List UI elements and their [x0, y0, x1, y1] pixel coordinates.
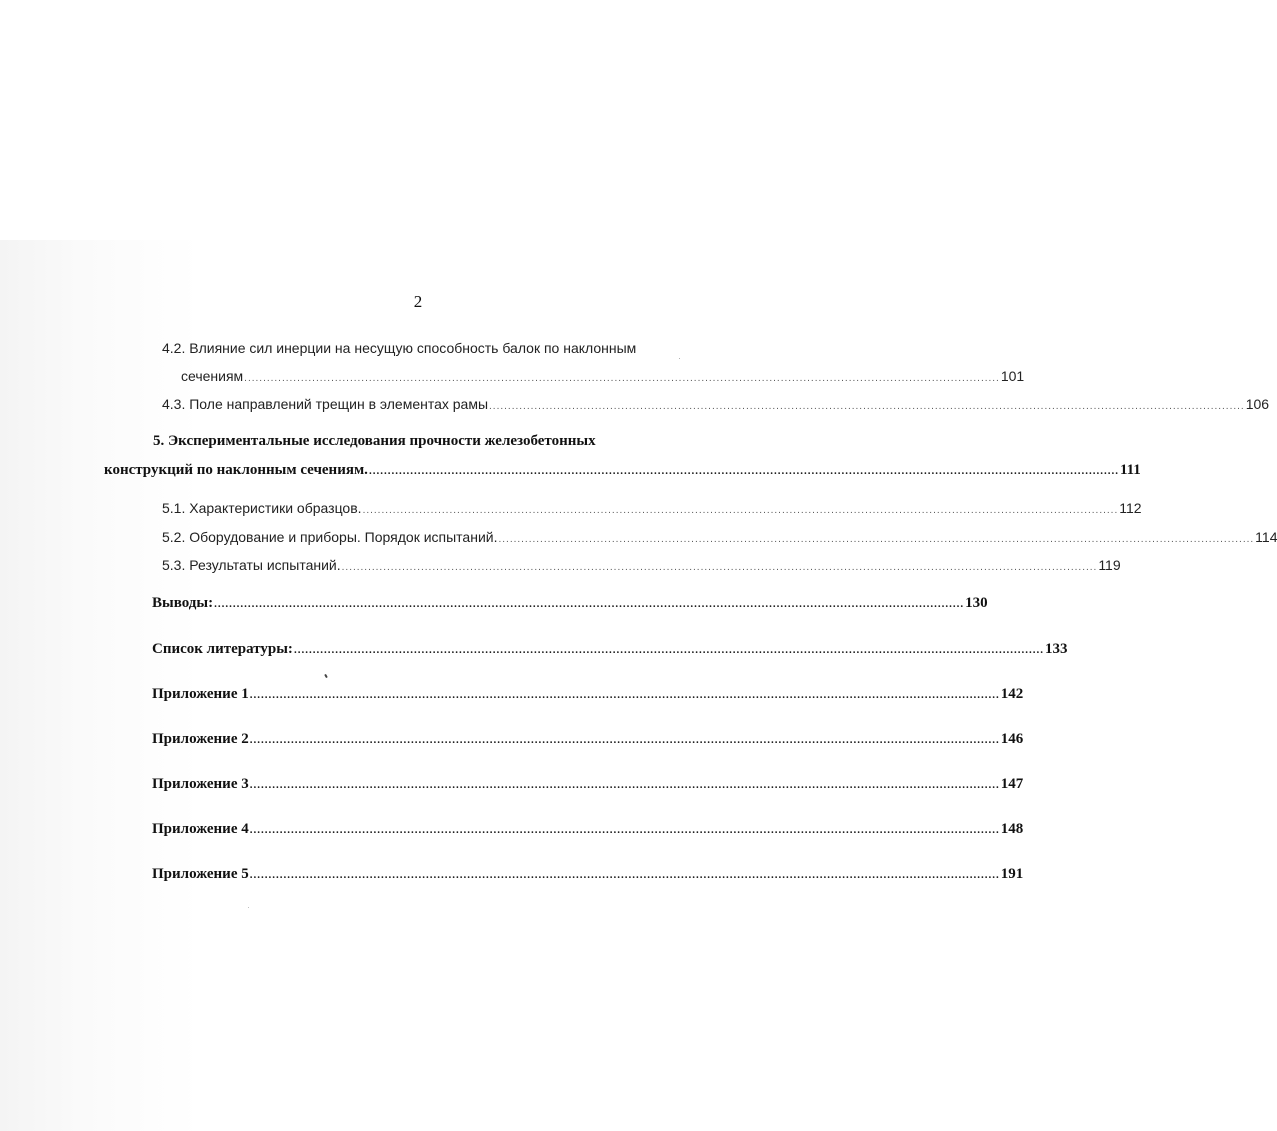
- toc-entry-5-1-page: 112: [1119, 500, 1142, 516]
- toc-entry-5-page: 111: [1119, 462, 1141, 478]
- toc-entry-appendix-1-page: 142: [1000, 686, 1024, 702]
- dot-leader: ........................................................................................................................................................................................................: [249, 734, 1000, 746]
- toc-entry-references: [152, 641, 1068, 658]
- toc-entry-appendix-5-label: Приложение 5: [152, 866, 249, 882]
- dot-leader: ........................................................................................................................................................................................................: [249, 689, 1000, 701]
- dot-leader: ........................................................................................................................................................................................................: [341, 562, 1098, 573]
- toc-entry-5-1: [162, 500, 1142, 516]
- toc-entry-5-line2: конструкций по наклонным сечениям.: [104, 462, 368, 478]
- toc-entry-appendix-4-label: Приложение 4: [152, 821, 249, 837]
- dot-leader: ........................................................................................................................................................................................................: [249, 779, 1000, 791]
- toc-entry-references-page: 133: [1044, 641, 1068, 657]
- toc-entry-5: [104, 462, 1141, 479]
- toc-entry-appendix-3-label: Приложение 3: [152, 776, 249, 792]
- dot-leader: ........................................................................................................................................................................................................: [214, 598, 965, 610]
- toc-entry-5-line1: 5. Экспериментальные исследования прочности железобетонных: [153, 433, 596, 449]
- dot-leader: ........................................................................................................................................................................................................: [249, 869, 1000, 881]
- toc-entry-conclusions-page: 130: [965, 595, 988, 611]
- toc-entry-appendix-5: [152, 866, 1024, 883]
- toc-entry-appendix-4: [152, 821, 1024, 838]
- toc-entry-4-3: [162, 396, 1270, 412]
- page-number: 2: [413, 292, 423, 311]
- toc-entry-appendix-5-page: 191: [1000, 866, 1024, 882]
- toc-entry-appendix-2-label: Приложение 2: [152, 731, 249, 747]
- toc-entry-5-2: [162, 529, 1277, 545]
- toc-entry-appendix-1-label: Приложение 1: [152, 686, 249, 702]
- dot-leader: ........................................................................................................................................................................................................: [244, 373, 1000, 384]
- toc-entry-4-3-label: 4.3. Поле направлений трещин в элементах рамы: [162, 396, 489, 412]
- toc-entry-4-2-page: 101: [1000, 368, 1025, 384]
- dot-leader: ........................................................................................................................................................................................................: [293, 644, 1044, 656]
- toc-entry-appendix-3-page: 147: [1000, 776, 1024, 792]
- toc-entry-5-1-label: 5.1. Характеристики образцов.: [162, 500, 362, 516]
- toc-entry-4-3-page: 106: [1245, 396, 1270, 412]
- dot-leader: ........................................................................................................................................................................................................: [498, 534, 1255, 545]
- toc-entry-references-label: Список литературы:: [152, 641, 293, 657]
- toc-entry-appendix-2: [152, 731, 1024, 748]
- toc-entry-5-2-page: 114: [1255, 529, 1277, 545]
- toc-entry-conclusions: [152, 595, 988, 612]
- toc-entry-5-3-page: 119: [1098, 557, 1121, 573]
- toc-entry-appendix-4-page: 148: [1000, 821, 1024, 837]
- toc-entry-4-2-line1: 4.2. Влияние сил инерции на несущую способность балок по наклонным: [162, 340, 637, 356]
- toc-entry-5-2-label: 5.2. Оборудование и приборы. Порядок испытаний.: [162, 529, 498, 545]
- toc-entry-conclusions-label: Выводы:: [152, 595, 214, 611]
- toc-entry-appendix-2-page: 146: [1000, 731, 1024, 747]
- toc-entry-4-2-line2: сечениям: [181, 368, 244, 384]
- dot-leader: ........................................................................................................................................................................................................: [249, 824, 1000, 836]
- dot-leader: ........................................................................................................................................................................................................: [489, 401, 1245, 412]
- scan-speck: [679, 358, 680, 359]
- toc-entry-5-3-label: 5.3. Результаты испытаний.: [162, 557, 341, 573]
- scan-speck: [248, 907, 249, 908]
- dot-leader: ........................................................................................................................................................................................................: [368, 465, 1119, 477]
- toc-entry-5-3: [162, 557, 1121, 573]
- toc-entry-4-2: [181, 368, 1025, 384]
- dot-leader: ........................................................................................................................................................................................................: [362, 505, 1119, 516]
- toc-entry-appendix-3: [152, 776, 1024, 793]
- toc-entry-appendix-1: [152, 686, 1024, 703]
